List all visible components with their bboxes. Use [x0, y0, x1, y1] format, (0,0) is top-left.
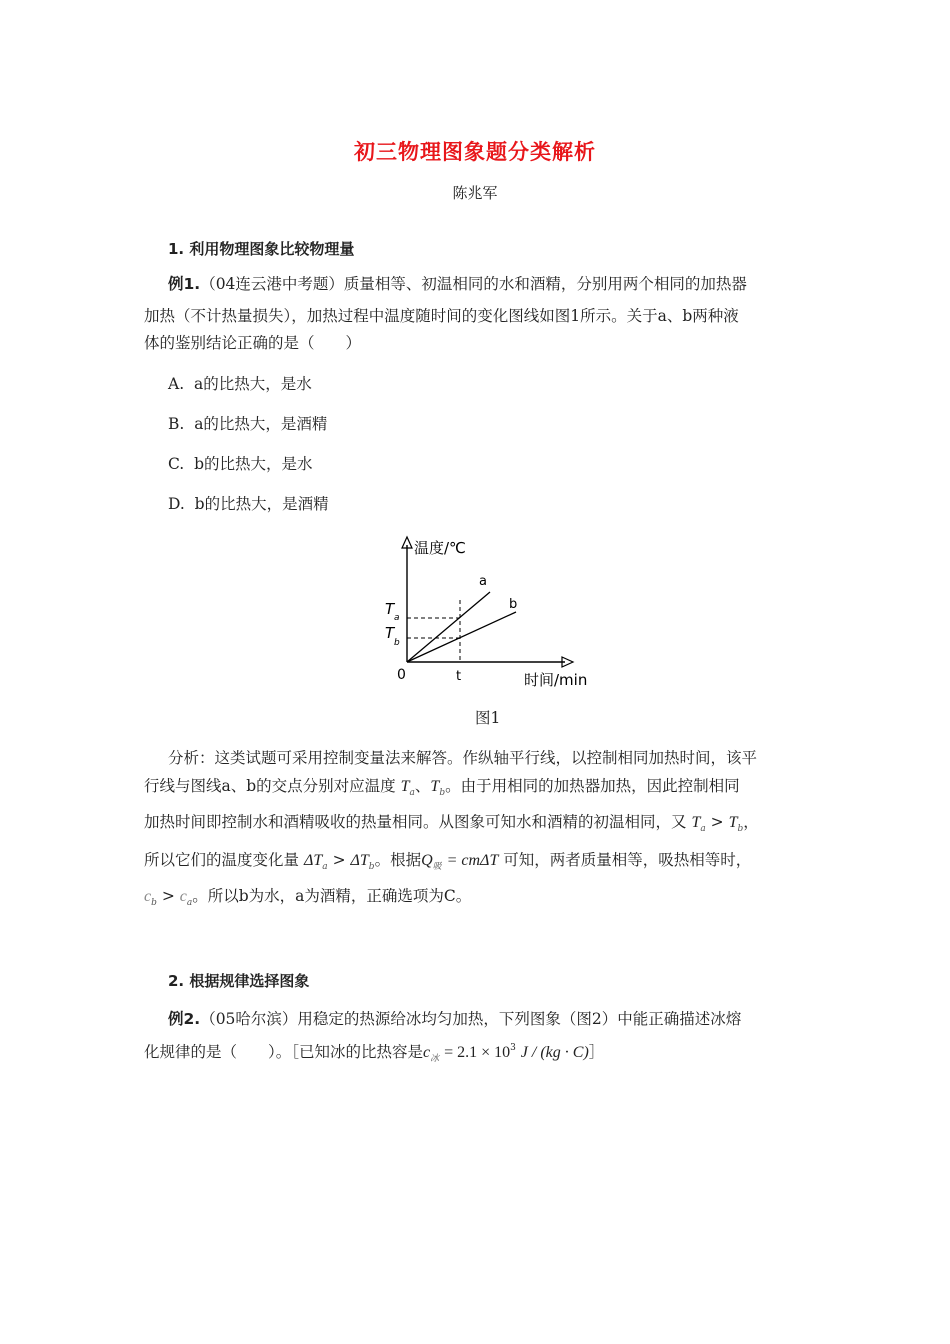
- option-c: C. b的比热大，是水: [168, 455, 313, 473]
- example-1-label: 例1.: [168, 275, 201, 293]
- ta-subscript: a: [394, 613, 400, 623]
- x-axis-label: 时间/min: [524, 671, 588, 689]
- figure-1-caption: 图1: [475, 709, 501, 727]
- tb-subscript: b: [394, 638, 400, 648]
- line-b-label: b: [509, 597, 518, 612]
- ta-label: T: [385, 600, 395, 618]
- line-a-label: a: [479, 574, 487, 589]
- example-2-line-1: 例2.（05哈尔滨）用稳定的热源给冰均匀加热，下列图象（图2）中能正确描述冰熔: [168, 1010, 742, 1028]
- page-title: 初三物理图象题分类解析: [354, 140, 596, 164]
- analysis-line-4: 所以它们的温度变化量 $\Delta T_a > \Delta T_b$。根据$Q_吸 = cm\Delta T$ 可知，两者质量相等，吸热相等时，: [144, 851, 752, 872]
- analysis-line-1: 分析：这类试题可采用控制变量法来解答。作纵轴平行线，以控制相同加热时间，该平: [168, 749, 758, 767]
- analysis-line-5: $c_b > c_a$。所以b为水，a为酒精，正确选项为C。: [144, 887, 472, 908]
- figure-1-graph: [370, 530, 610, 695]
- author: 陈兆军: [452, 184, 498, 202]
- example-1-line-2: 加热（不计热量损失），加热过程中温度随时间的变化图线如图1所示。关于a、b两种液: [144, 307, 739, 325]
- line-a: [407, 592, 490, 662]
- y-axis-label: 温度/℃: [414, 539, 466, 557]
- line-b: [407, 612, 516, 662]
- t-label: t: [456, 669, 462, 684]
- origin-label: 0: [397, 667, 406, 683]
- example-2-label: 例2.: [168, 1010, 201, 1028]
- option-b: B. a的比热大，是酒精: [168, 415, 328, 433]
- analysis-line-2: 行线与图线a、b的交点分别对应温度 $T_a$、$T_b$。由于用相同的加热器加热，因此控制相同: [144, 777, 740, 798]
- example-1-line-3: 体的鉴别结论正确的是（ ）: [144, 334, 362, 352]
- example-2-line-2: 化规律的是（ ）。［已知冰的比热容是$c_冰 = 2.1 \times 10^3$ J / (kg · C)］: [144, 1043, 605, 1064]
- option-a: A. a的比热大，是水: [168, 375, 312, 393]
- option-d: D. b的比热大，是酒精: [168, 495, 329, 513]
- tb-label: T: [385, 624, 395, 642]
- section-1-heading: 1. 利用物理图象比较物理量: [168, 240, 355, 258]
- section-2-heading: 2. 根据规律选择图象: [168, 972, 310, 990]
- analysis-line-3: 加热时间即控制水和酒精吸收的热量相同。从图象可知水和酒精的初温相同，又 $T_a > T_b$，: [144, 813, 759, 834]
- example-1-line-1: 例1.（04连云港中考题）质量相等、初温相同的水和酒精，分别用两个相同的加热器: [168, 275, 747, 293]
